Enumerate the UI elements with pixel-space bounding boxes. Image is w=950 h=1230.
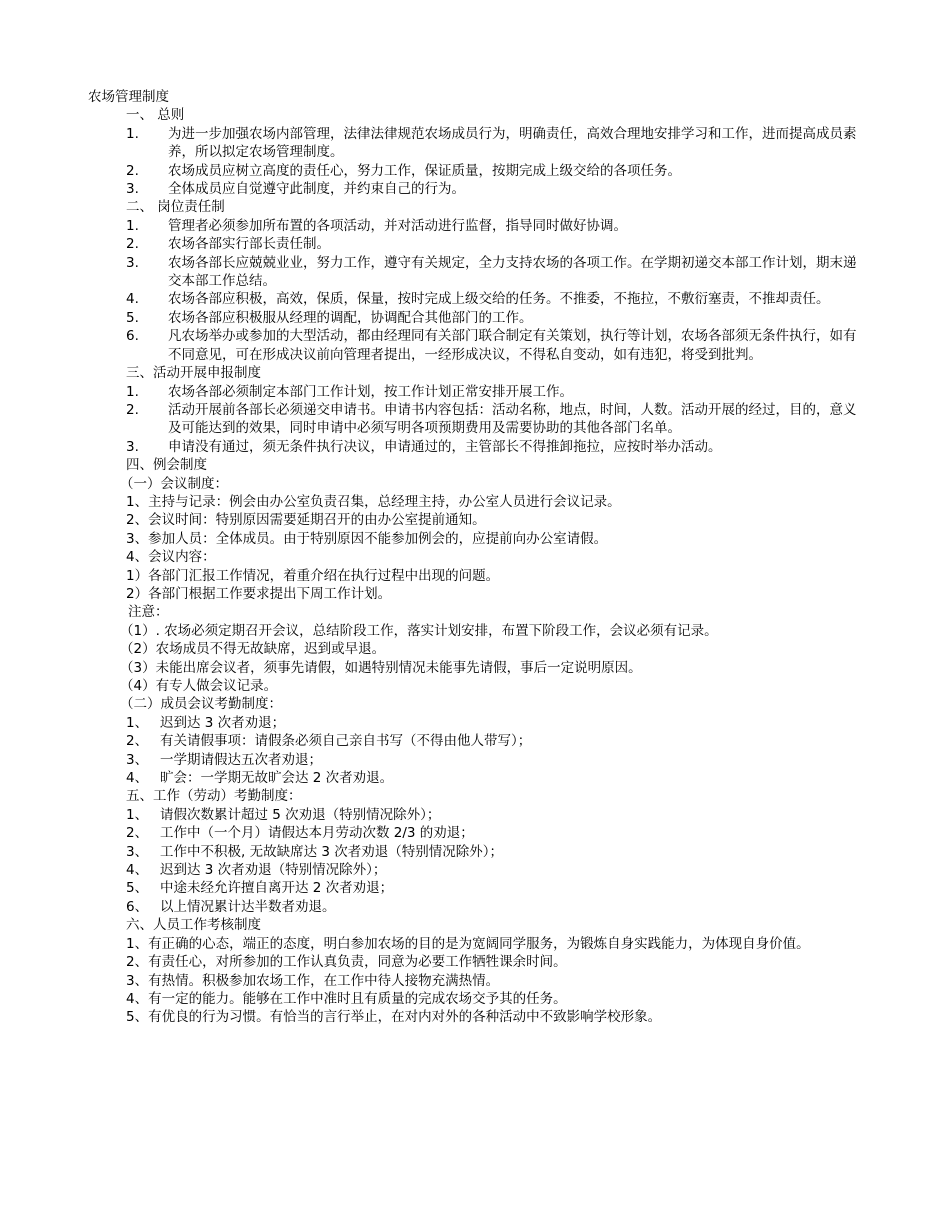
list-item bbox=[88, 290, 868, 308]
item-text: 活动开展前各部长必须递交申请书。申请书内容包括：活动名称，地点，时间，人数。活动开展的经过，目的，意义及可能达到的效果，同时申请中必须写明各项预期费用及需要协助的其他各部门名单。 bbox=[168, 401, 857, 437]
subsection-heading: （一）会议制度： bbox=[120, 475, 228, 492]
list-item bbox=[88, 125, 868, 162]
item-text: 中途未经允许擅自离开达 2 次者劝退； bbox=[160, 880, 394, 897]
list-item bbox=[88, 180, 868, 198]
item-text: 为进一步加强农场内部管理，法律法律规范农场成员行为，明确责任，高效合理地安排学习和工作，进而提高成员素养，所以拟定农场管理制度。 bbox=[168, 125, 857, 161]
section-heading: 二、 岗位责任制 bbox=[126, 199, 225, 216]
item-text: 请假次数累计超过 5 次劝退（特别情况除外）； bbox=[160, 806, 441, 823]
item-number: 6. bbox=[126, 328, 139, 345]
list-item bbox=[88, 309, 868, 327]
note-label: 注意： bbox=[128, 604, 169, 621]
list-item bbox=[88, 861, 868, 879]
subsection-heading: （二）成员会议考勤制度： bbox=[120, 696, 282, 713]
list-item bbox=[88, 254, 868, 291]
list-item bbox=[88, 327, 868, 364]
note-line: （4）有专人做会议记录。 bbox=[120, 678, 278, 694]
item-text: 农场各部应积极，高效，保质，保量，按时完成上级交给的任务。不推委，不拖拉，不敷衍塞责，不推却责任。 bbox=[168, 291, 830, 308]
item-number: 1. bbox=[126, 383, 139, 400]
note-line: （3）未能出席会议者，须事先请假，如遇特别情况未能事先请假，事后一定说明原因。 bbox=[120, 659, 642, 676]
item-text: 迟到达 3 次者劝退（特别情况除外）； bbox=[160, 862, 387, 879]
text-line: 1、主持与记录：例会由办公室负责召集，总经理主持，办公室人员进行会议记录。 bbox=[126, 493, 621, 510]
list-item bbox=[88, 751, 868, 769]
item-number: 4、 bbox=[126, 862, 149, 879]
list-item bbox=[88, 898, 868, 916]
paragraph: 1、有正确的心态，端正的态度，明白参加农场的目的是为宽阔同学服务，为锻炼自身实践能力，为体现自身价值。 bbox=[126, 935, 810, 952]
item-number: 2. bbox=[126, 401, 139, 418]
section-heading: 四、例会制度 bbox=[126, 457, 207, 474]
text-line: 5、有优良的行为习惯。有恰当的言行举止，在对内对外的各种活动中不致影响学校形象。 bbox=[126, 1009, 662, 1026]
item-number: 6、 bbox=[126, 898, 149, 915]
document-body bbox=[88, 88, 868, 1027]
item-number: 1、 bbox=[126, 806, 149, 823]
item-number: 1、 bbox=[126, 714, 149, 731]
text-line: 3、参加人员：全体成员。由于特别原因不能参加例会的，应提前向办公室请假。 bbox=[126, 530, 608, 547]
item-text: 旷会：一学期无故旷会达 2 次者劝退。 bbox=[160, 770, 394, 787]
item-text: 以上情况累计达半数者劝退。 bbox=[160, 898, 336, 915]
item-text: 工作中不积极, 无故缺席达 3 次者劝退（特别情况除外）； bbox=[160, 843, 504, 860]
item-number: 3. bbox=[126, 438, 139, 455]
section-heading: 六、人员工作考核制度 bbox=[126, 917, 261, 934]
list-item bbox=[88, 438, 868, 456]
section-heading: 三、活动开展申报制度 bbox=[126, 365, 261, 382]
list-item bbox=[88, 732, 868, 750]
item-number: 1. bbox=[126, 217, 139, 234]
list-item bbox=[88, 824, 868, 842]
item-number: 3、 bbox=[126, 751, 149, 768]
note-line: （2）农场成员不得无故缺席，迟到或早退。 bbox=[120, 641, 386, 658]
item-text: 管理者必须参加所布置的各项活动，并对活动进行监督，指导同时做好协调。 bbox=[168, 217, 627, 234]
list-item bbox=[88, 714, 868, 732]
item-text: 一学期请假达五次者劝退； bbox=[160, 751, 322, 768]
item-text: 有关请假事项：请假条必须自己亲自书写（不得由他人带写）； bbox=[160, 733, 532, 750]
item-text: 迟到达 3 次者劝退； bbox=[160, 714, 286, 731]
item-number: 2、 bbox=[126, 825, 149, 842]
document-title: 农场管理制度 bbox=[88, 89, 169, 105]
section-heading: 五、工作（劳动）考勤制度： bbox=[126, 788, 302, 805]
list-item bbox=[88, 401, 868, 438]
list-item bbox=[88, 769, 868, 787]
item-text: 农场成员应树立高度的责任心，努力工作，保证质量，按期完成上级交给的各项任务。 bbox=[168, 162, 681, 179]
list-item bbox=[88, 162, 868, 180]
item-number: 3、 bbox=[126, 843, 149, 860]
text-line: 2、会议时间：特别原因需要延期召开的由办公室提前通知。 bbox=[126, 512, 486, 529]
list-item bbox=[88, 843, 868, 861]
item-number: 5. bbox=[126, 309, 139, 326]
text-line: 2、有责任心，对所参加的工作认真负责，同意为必要工作牺牲课余时间。 bbox=[126, 954, 567, 971]
text-line: 2）各部门根据工作要求提出下周工作计划。 bbox=[126, 585, 392, 602]
item-number: 2. bbox=[126, 236, 139, 253]
item-text: 工作中（一个月）请假达本月劳动次数 2/3 的劝退； bbox=[160, 825, 474, 842]
item-text: 农场各部实行部长责任制。 bbox=[168, 236, 330, 253]
item-number: 3. bbox=[126, 254, 139, 271]
item-text: 申请没有通过，须无条件执行决议，申请通过的，主管部长不得推卸拖拉，应按时举办活动。 bbox=[168, 438, 722, 455]
item-number: 3. bbox=[126, 181, 139, 198]
item-text: 农场各部长应兢兢业业，努力工作，遵守有关规定，全力支持农场的各项工作。在学期初递交本部工作计划，期末递交本部工作总结。 bbox=[168, 254, 857, 290]
item-text: 农场各部应积极服从经理的调配，协调配合其他部门的工作。 bbox=[168, 309, 533, 326]
section-heading: 一、 总则 bbox=[126, 107, 185, 124]
text-line: 4、会议内容： bbox=[126, 549, 216, 566]
item-number: 5、 bbox=[126, 880, 149, 897]
item-number: 2、 bbox=[126, 733, 149, 750]
list-item bbox=[88, 217, 868, 235]
item-text: 农场各部必须制定本部门工作计划，按工作计划正常安排开展工作。 bbox=[168, 383, 573, 400]
item-text: 凡农场举办或参加的大型活动，都由经理同有关部门联合制定有关策划，执行等计划，农场各部须无条件执行，如有不同意见，可在形成决议前向管理者提出，一经形成决议，不得私自变动，如有违犯，将受到批判。 bbox=[168, 328, 857, 363]
item-number: 4、 bbox=[126, 770, 149, 787]
item-number: 2. bbox=[126, 162, 139, 179]
item-text: 全体成员应自觉遵守此制度，并约束自己的行为。 bbox=[168, 181, 465, 198]
list-item bbox=[88, 879, 868, 897]
list-item bbox=[88, 383, 868, 401]
text-line: 4、有一定的能力。能够在工作中准时且有质量的完成农场交予其的任务。 bbox=[126, 990, 567, 1007]
item-number: 1. bbox=[126, 125, 139, 142]
text-line: 3、有热情。积极参加农场工作，在工作中待人接物充满热情。 bbox=[126, 972, 500, 989]
note-line: （1）. 农场必须定期召开会议，总结阶段工作，落实计划安排，布置下阶段工作，会议必须有记录。 bbox=[120, 622, 718, 639]
list-item bbox=[88, 235, 868, 253]
list-item bbox=[88, 806, 868, 824]
item-number: 4. bbox=[126, 291, 139, 308]
text-line: 1）各部门汇报工作情况，着重介绍在执行过程中出现的问题。 bbox=[126, 567, 500, 584]
